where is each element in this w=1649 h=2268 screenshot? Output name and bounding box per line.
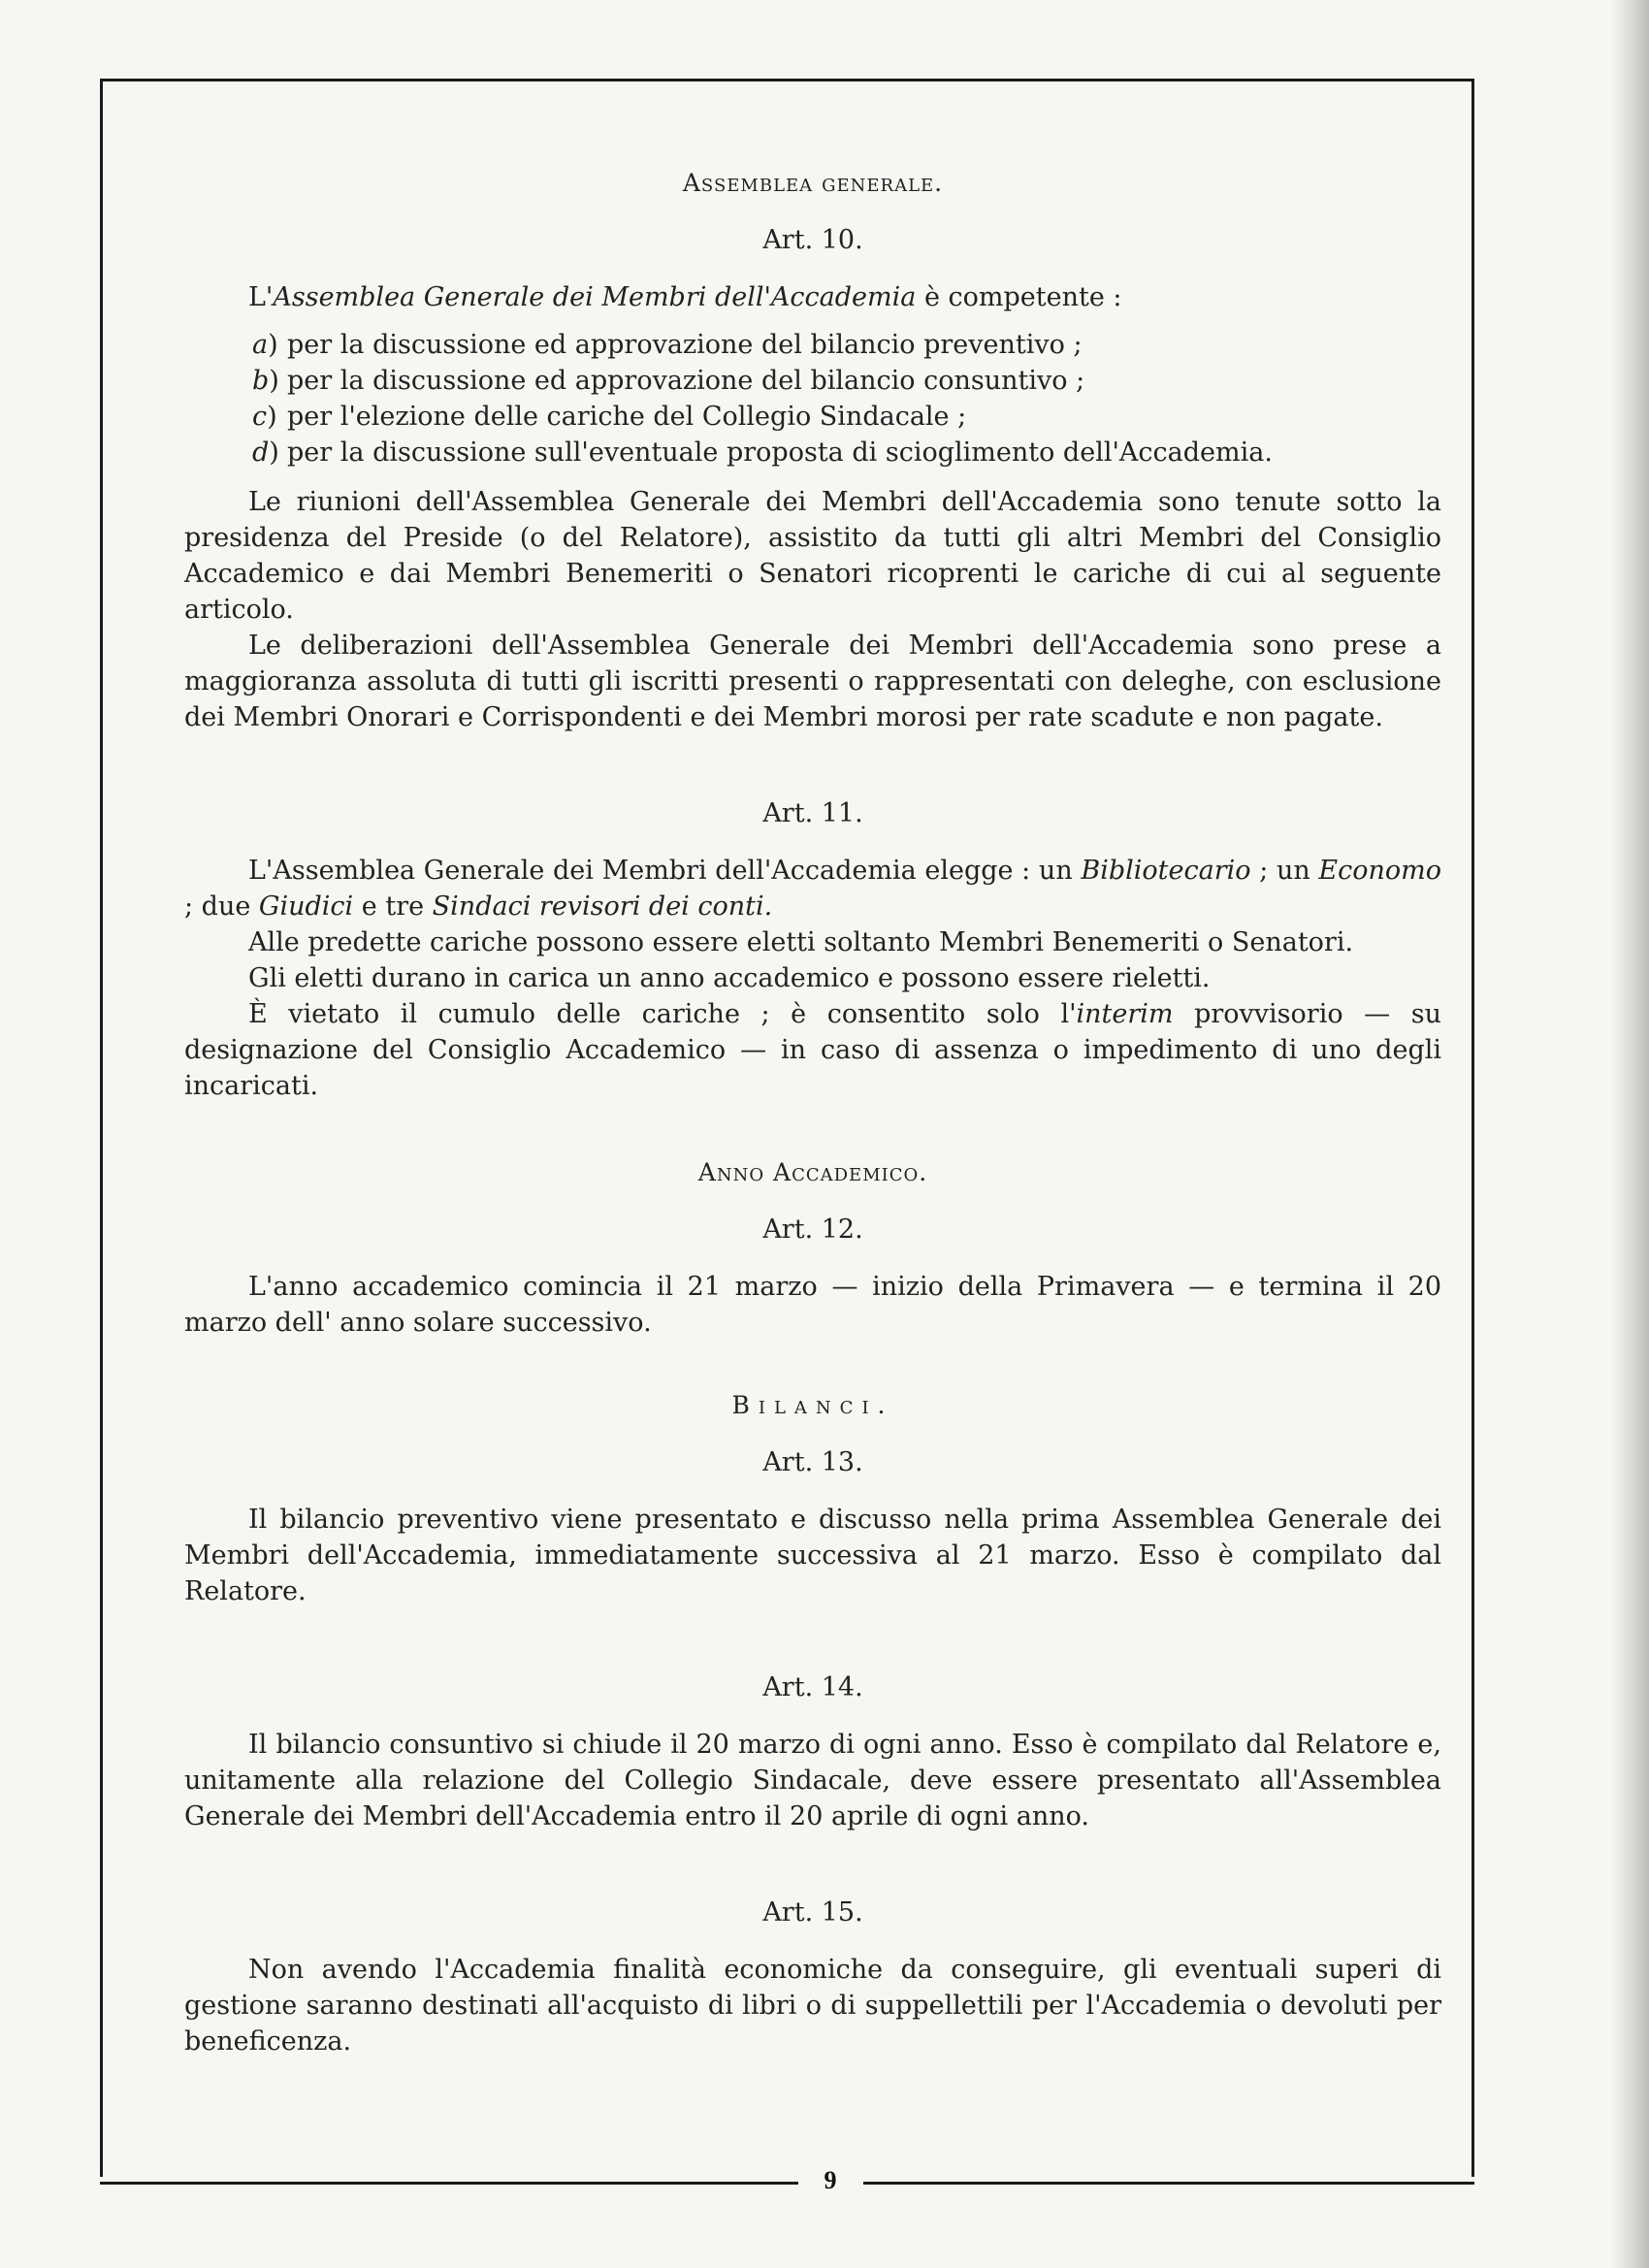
art-11-paragraph-2: Alle predette cariche possono essere eletti soltanto Membri Benemeriti o Senatori. (248, 927, 1354, 957)
art-15-text: Non avendo l'Accademia finalità economiche da conseguire, gli eventuali superi di gestione saranno destinati all'acquisto di libri o di suppellettili per l'Accademia o devoluti per beneficenza. (184, 1955, 1441, 2057)
page-number: 9 (824, 2166, 837, 2194)
footer-rule (100, 2166, 1474, 2194)
document-body (184, 165, 1441, 2059)
art-10-intro: L'Assemblea Generale dei Membri dell'Accademia è competente : (248, 282, 1122, 312)
footer-rule-left (100, 2182, 798, 2185)
art-14-title: Art. 14. (762, 1672, 863, 1702)
art-11-paragraph-1: L'Assemblea Generale dei Membri dell'Accademia elegge : un Bibliotecario ; un Economo ; due Giudici e tre Sindaci revisori dei conti. (184, 856, 1442, 922)
art-11-title: Art. 11. (762, 798, 863, 828)
art-10-list (184, 327, 1441, 470)
art-12-text: L'anno accademico comincia il 21 marzo — inizio della Primavera — e termina il 20 marzo dell' anno solare successivo. (184, 1272, 1441, 1338)
art-10-paragraph-1: Le riunioni dell'Assemblea Generale dei Membri dell'Accademia sono tenute sotto la presidenza del Preside (o del Relatore), assistito da tutti gli altri Membri del Consiglio Accademico e dai Membri Benemeriti o Senatori ricoprenti le cariche di cui al seguente articolo. (184, 487, 1441, 625)
list-item: d ) per la discussione sull'eventuale proposta di scioglimento dell'Accademia. (252, 435, 1441, 470)
list-item: b ) per la discussione ed approvazione del bilancio consuntivo ; (252, 363, 1441, 399)
art-11-paragraph-4: È vietato il cumulo delle cariche ; è consentito solo l'interim provvisorio — su designazione del Consiglio Accademico — in caso di assenza o impedimento di uno degli incaricati. (184, 999, 1441, 1101)
art-10-title: Art. 10. (762, 225, 863, 255)
list-item: c ) per l'elezione delle cariche del Collegio Sindacale ; (252, 399, 1441, 435)
art-14-text: Il bilancio consuntivo si chiude il 20 marzo di ogni anno. Esso è compilato dal Relatore e, unitamente alla relazione del Collegio Sindacale, deve essere presentato all'Assemblea Generale dei Membri dell'Accademia entro il 20 aprile di ogni anno. (184, 1730, 1441, 1831)
footer-rule-right (863, 2182, 1474, 2185)
list-item: a ) per la discussione ed approvazione del bilancio preventivo ; (252, 327, 1441, 363)
section-title-assemblea: Assemblea generale. (682, 169, 944, 197)
section-title-anno: Anno Accademico. (697, 1158, 928, 1186)
art-10-paragraph-2: Le deliberazioni dell'Assemblea Generale dei Membri dell'Accademia sono prese a maggioranza assoluta di tutti gli iscritti presenti o rappresentati con deleghe, con esclusione dei Membri Onorari e Corrispondenti e dei Membri morosi per rate scadute e non pagate. (184, 631, 1441, 732)
art-12-title: Art. 12. (762, 1215, 863, 1245)
art-15-title: Art. 15. (762, 1897, 863, 1928)
art-13-title: Art. 13. (762, 1447, 863, 1477)
scan-edge-shadow (1610, 0, 1649, 2268)
art-11-paragraph-3: Gli eletti durano in carica un anno accademico e possono essere rieletti. (248, 963, 1211, 993)
section-title-bilanci: Bilanci. (731, 1391, 894, 1419)
art-13-text: Il bilancio preventivo viene presentato e discusso nella prima Assemblea Generale dei Membri dell'Accademia, immediatamente successiva al 21 marzo. Esso è compilato dal Relatore. (184, 1505, 1441, 1606)
